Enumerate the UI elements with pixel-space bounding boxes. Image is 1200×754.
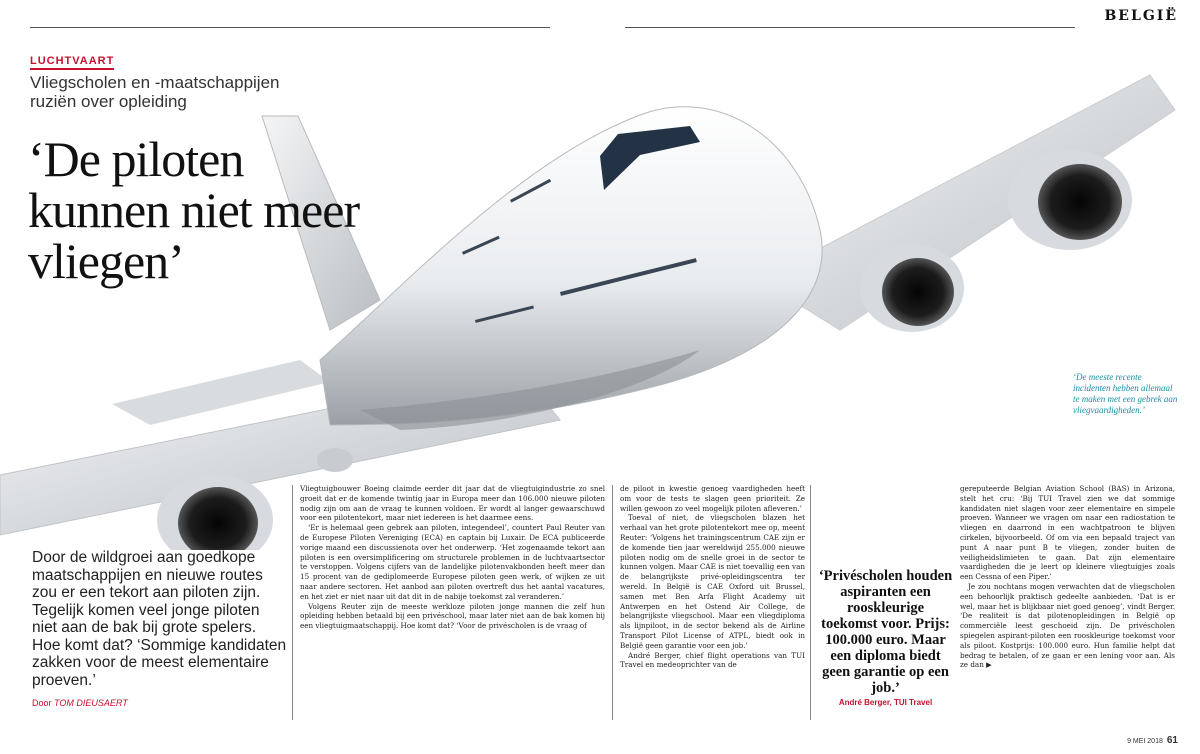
paragraph: de piloot in kwestie genoeg vaardigheden heeft om voor de tests te slagen geen prioriteit. Ze willen gewoon zo veel mogelijk piloten afleveren.’ — [620, 484, 805, 513]
kicker-label: LUCHTVAART — [30, 55, 114, 70]
byline — [32, 698, 128, 708]
intro-paragraph: Door de wildgroei aan goedkope maatschappijen en nieuwe routes zou er een tekort aan piloten zijn. Tegelijk komen veel jonge piloten niet aan de bak bij grote spelers. Hoe komt dat? ‘Sommige kandidaten zakken voor de meest elementaire proeven.’ — [32, 549, 287, 689]
byline-author: TOM DIEUSAERT — [54, 698, 128, 708]
side-quote: ‘De meeste recente incidenten hebben allemaal te maken met een gebrek aan vliegvaardigheden.’ — [1073, 372, 1178, 415]
paragraph: Volgens Reuter zijn de meeste werkloze piloten jonge mannen die zelf hun opleiding hebben betaald bij een privéschool, maar later niet aan de bak komen bij een vliegtuigmaatschappij. Hoe komt dat? ‘Voor de privéscholen is de vraag of — [300, 601, 605, 631]
paragraph: Je zou nochtans mogen verwachten dat de vliegscholen een behoorlijk praktisch gedeelte aanbieden. ‘Dat is er wel, maar het is blijkbaar niet goed genoeg’, vindt Berger. ‘De realiteit is dat pilotenopleidingen in België op commerciële leest geschoeid zijn. De privéscholen spiegelen aspirant-piloten een rooskleurige toekomst voor als piloot. Kostprijs: 100.000 euro. Hun familie helpt dat bedrag te betalen, of ze gaan er een lening voor aan. Als ze dan ▶ — [960, 581, 1175, 670]
headline: ‘De piloten kunnen niet meer vliegen’ — [28, 131, 360, 289]
body-column-1 — [300, 484, 605, 722]
paragraph: gereputeerde Belgian Aviation School (BAS) in Arizona, stelt het cru: ‘Bij TUI Travel zien we dat sommige kandidaten niet slagen voor zeer elementaire en simpele proeven. Wanneer we vragen om naar een radiostation te vliegen en daarrond in een wachtpatroon te blijven cirkelen, bijvoorbeeld. Of om via een bepaald traject van punt A naar punt B te vliegen, zonder buiten de veiligheidslimieten te gaan. Dat zijn elementaire vaardigheden die je leert op kleinere vliegtuigjes zoals een Cessna of een Piper.’ — [960, 484, 1175, 582]
section-label: BELGIË — [1104, 8, 1178, 24]
page-number: 61 — [1166, 735, 1178, 746]
top-rule-left — [30, 27, 550, 28]
pull-quote-attribution: André Berger, TUI Travel — [838, 698, 933, 707]
byline-prefix: Door — [32, 698, 52, 708]
top-rule-right — [625, 27, 1075, 28]
pull-quote: ‘Privéscholen houden aspiranten een rooskleurige toekomst voor. Prijs: 100.000 euro. Maar een diploma biedt geen garantie op een job.’ — [818, 568, 953, 696]
paragraph: Vliegtuigbouwer Boeing claimde eerder dit jaar dat de vliegtuigindustrie zo snel groeit dat er de komende twintig jaar in Europa meer dan 106.000 nieuwe piloten nodig zijn om aan de vraag te kunnen voldoen. Er wordt al langer gewaarschuwd voor een pilotentekort, maar niet iedereen is het daarmee eens. — [300, 484, 605, 523]
column-divider — [292, 485, 293, 720]
paragraph: ‘Er is helemaal geen gebrek aan piloten, integendeel’, countert Paul Reuter van de Europese Piloten Vereniging (ECA) en captain bij Luxair. De ECA publiceerde vorige maand een discussienota over het onderwerp. ‘Het zogenaamde tekort aan piloten is een oversimplificering om structurele problemen in de luchtvaartsector te verstoppen. Volgens cijfers van de landelijke pilotenvakbonden heeft meer dan 15 procent van de gediplomeerde Europese piloten geen werk, of wijken ze uit naar andere sectoren. Het aanbod aan piloten overtreft dus het aantal vacatures, en het ziet er niet naar uit dat dit in de nabije toekomst zal veranderen.’ — [300, 523, 605, 601]
page-footer — [1127, 735, 1178, 746]
body-column-2 — [620, 484, 805, 722]
column-divider — [810, 485, 811, 720]
paragraph: André Berger, chief flight operations van TUI Travel en medeoprichter van de — [620, 650, 805, 670]
issue-date: 9 MEI 2018 — [1127, 738, 1163, 745]
column-divider — [612, 485, 613, 720]
subheadline: Vliegscholen en -maatschappijen ruziën over opleiding — [30, 73, 280, 111]
body-column-3 — [960, 484, 1175, 722]
paragraph: Toeval of niet, de vliegscholen blazen het verhaal van het grote pilotentekort mee op, meent Reuter: ‘Volgens het trainingscentrum CAE zijn er de komende tien jaar wereldwijd 255.000 nieuwe piloten nodig om de snelle groei in de sector te kunnen volgen. Maar CAE is niet toevallig een van de belangrijkste privé-opleidingscentra ter wereld. In België is CAE Oxford uit Brussel, samen met Ben Arfa Flight Academy uit Antwerpen en het Ostend Air College, de belangrijkste vliegschool. Maar een vliegdiploma als lijnpiloot, in de sector bekend als de Airline Transport Pilot License of ATPL, biedt ook in België geen garantie voor een job.’ — [620, 513, 805, 650]
